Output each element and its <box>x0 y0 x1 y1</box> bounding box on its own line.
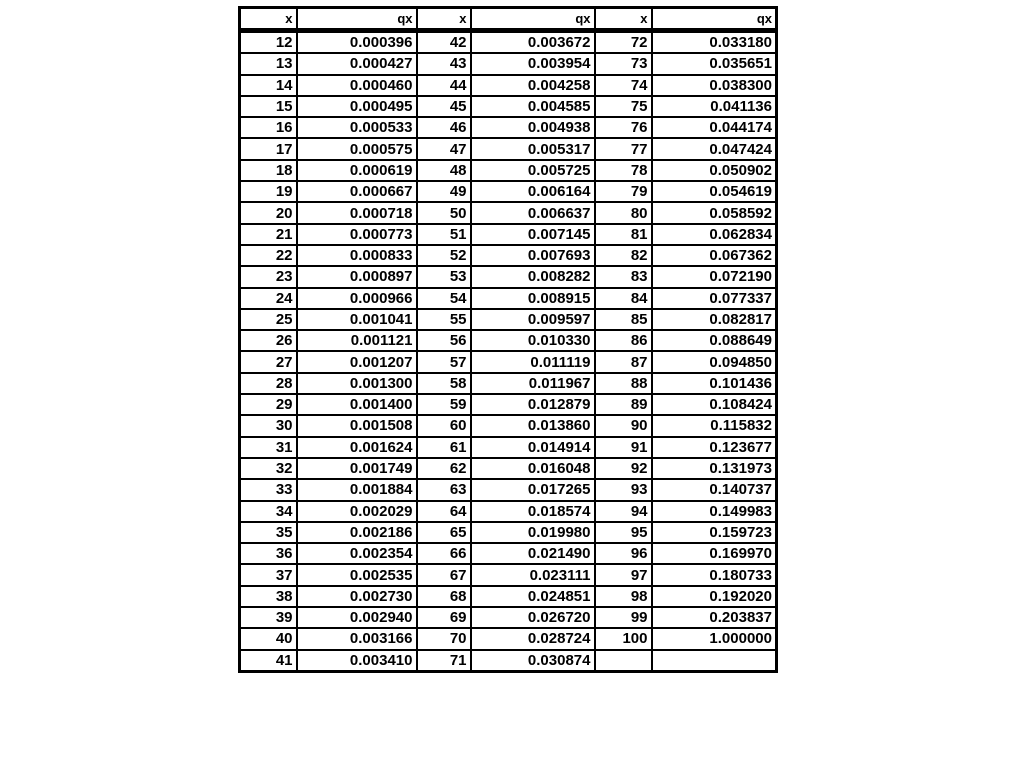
column-header-age: x <box>417 8 471 31</box>
age-cell: 60 <box>417 415 471 436</box>
qx-cell: 0.006164 <box>471 181 595 202</box>
qx-cell: 0.007145 <box>471 224 595 245</box>
qx-cell: 0.002535 <box>297 564 417 585</box>
qx-cell: 0.001400 <box>297 394 417 415</box>
table-row <box>240 543 777 564</box>
age-cell: 83 <box>595 266 652 287</box>
age-cell: 68 <box>417 586 471 607</box>
table-row <box>240 138 777 159</box>
age-cell: 52 <box>417 245 471 266</box>
age-cell: 92 <box>595 458 652 479</box>
table-row <box>240 650 777 672</box>
qx-cell: 0.003672 <box>471 31 595 54</box>
qx-cell: 0.011967 <box>471 373 595 394</box>
age-cell: 30 <box>240 415 297 436</box>
age-cell: 91 <box>595 437 652 458</box>
table-row <box>240 458 777 479</box>
age-cell: 65 <box>417 522 471 543</box>
qx-cell: 0.003410 <box>297 650 417 672</box>
age-cell: 16 <box>240 117 297 138</box>
mortality-table <box>238 6 778 673</box>
qx-cell: 0.003166 <box>297 628 417 649</box>
table-row <box>240 53 777 74</box>
age-cell: 14 <box>240 75 297 96</box>
age-cell: 85 <box>595 309 652 330</box>
qx-cell: 0.028724 <box>471 628 595 649</box>
table-row <box>240 224 777 245</box>
qx-cell: 0.044174 <box>652 117 777 138</box>
qx-cell: 0.004258 <box>471 75 595 96</box>
qx-cell: 0.001300 <box>297 373 417 394</box>
age-cell: 18 <box>240 160 297 181</box>
qx-cell: 0.016048 <box>471 458 595 479</box>
table-row <box>240 437 777 458</box>
age-cell: 74 <box>595 75 652 96</box>
age-cell: 43 <box>417 53 471 74</box>
table-row <box>240 309 777 330</box>
age-cell: 54 <box>417 288 471 309</box>
qx-cell: 0.001749 <box>297 458 417 479</box>
age-cell: 20 <box>240 202 297 223</box>
qx-cell: 0.054619 <box>652 181 777 202</box>
table-row <box>240 564 777 585</box>
table-row <box>240 586 777 607</box>
qx-cell: 0.001624 <box>297 437 417 458</box>
age-cell: 31 <box>240 437 297 458</box>
qx-cell: 0.094850 <box>652 351 777 372</box>
age-cell: 19 <box>240 181 297 202</box>
qx-cell: 0.050902 <box>652 160 777 181</box>
age-cell: 39 <box>240 607 297 628</box>
qx-cell: 0.000495 <box>297 96 417 117</box>
age-cell: 63 <box>417 479 471 500</box>
age-cell: 70 <box>417 628 471 649</box>
age-cell: 99 <box>595 607 652 628</box>
table-row <box>240 330 777 351</box>
age-cell: 25 <box>240 309 297 330</box>
age-cell: 96 <box>595 543 652 564</box>
qx-cell: 0.011119 <box>471 351 595 372</box>
age-cell: 35 <box>240 522 297 543</box>
age-cell: 53 <box>417 266 471 287</box>
qx-cell: 0.000773 <box>297 224 417 245</box>
qx-cell: 0.002186 <box>297 522 417 543</box>
age-cell: 66 <box>417 543 471 564</box>
age-cell: 64 <box>417 501 471 522</box>
age-cell: 73 <box>595 53 652 74</box>
qx-cell: 0.005317 <box>471 138 595 159</box>
table-row <box>240 31 777 54</box>
age-cell: 69 <box>417 607 471 628</box>
column-header-qx: qx <box>297 8 417 31</box>
table-row <box>240 628 777 649</box>
age-cell: 89 <box>595 394 652 415</box>
age-cell: 33 <box>240 479 297 500</box>
table-row <box>240 501 777 522</box>
age-cell: 47 <box>417 138 471 159</box>
qx-cell: 0.001041 <box>297 309 417 330</box>
age-cell: 76 <box>595 117 652 138</box>
age-cell: 61 <box>417 437 471 458</box>
qx-cell: 0.108424 <box>652 394 777 415</box>
column-header-qx: qx <box>652 8 777 31</box>
qx-cell: 0.159723 <box>652 522 777 543</box>
table-row <box>240 75 777 96</box>
qx-cell: 0.000667 <box>297 181 417 202</box>
age-cell: 86 <box>595 330 652 351</box>
age-cell: 17 <box>240 138 297 159</box>
age-cell: 97 <box>595 564 652 585</box>
age-cell: 40 <box>240 628 297 649</box>
age-cell: 51 <box>417 224 471 245</box>
age-cell: 36 <box>240 543 297 564</box>
qx-cell: 0.038300 <box>652 75 777 96</box>
qx-cell: 0.030874 <box>471 650 595 672</box>
table-row <box>240 607 777 628</box>
qx-cell: 0.001884 <box>297 479 417 500</box>
age-cell: 12 <box>240 31 297 54</box>
qx-cell: 0.026720 <box>471 607 595 628</box>
qx-cell: 0.003954 <box>471 53 595 74</box>
qx-cell: 0.000897 <box>297 266 417 287</box>
age-cell: 95 <box>595 522 652 543</box>
column-header-qx: qx <box>471 8 595 31</box>
age-cell: 55 <box>417 309 471 330</box>
qx-cell: 0.088649 <box>652 330 777 351</box>
age-cell: 32 <box>240 458 297 479</box>
age-cell: 46 <box>417 117 471 138</box>
qx-cell: 0.169970 <box>652 543 777 564</box>
qx-cell: 0.007693 <box>471 245 595 266</box>
table-row <box>240 117 777 138</box>
qx-cell: 0.000966 <box>297 288 417 309</box>
qx-cell: 0.004585 <box>471 96 595 117</box>
qx-cell: 0.004938 <box>471 117 595 138</box>
qx-cell: 0.000396 <box>297 31 417 54</box>
qx-cell: 0.014914 <box>471 437 595 458</box>
age-cell: 94 <box>595 501 652 522</box>
qx-cell: 0.012879 <box>471 394 595 415</box>
age-cell: 29 <box>240 394 297 415</box>
qx-cell: 0.019980 <box>471 522 595 543</box>
age-cell: 77 <box>595 138 652 159</box>
age-cell: 87 <box>595 351 652 372</box>
age-cell <box>595 650 652 672</box>
qx-cell: 0.017265 <box>471 479 595 500</box>
table-row <box>240 266 777 287</box>
age-cell: 88 <box>595 373 652 394</box>
table-row <box>240 288 777 309</box>
qx-cell: 0.123677 <box>652 437 777 458</box>
qx-cell <box>652 650 777 672</box>
header-row <box>240 8 777 31</box>
age-cell: 41 <box>240 650 297 672</box>
age-cell: 100 <box>595 628 652 649</box>
qx-cell: 0.000427 <box>297 53 417 74</box>
age-cell: 84 <box>595 288 652 309</box>
table-row <box>240 160 777 181</box>
age-cell: 78 <box>595 160 652 181</box>
qx-cell: 0.131973 <box>652 458 777 479</box>
column-header-age: x <box>240 8 297 31</box>
age-cell: 13 <box>240 53 297 74</box>
age-cell: 71 <box>417 650 471 672</box>
qx-cell: 0.021490 <box>471 543 595 564</box>
age-cell: 49 <box>417 181 471 202</box>
qx-cell: 0.035651 <box>652 53 777 74</box>
age-cell: 27 <box>240 351 297 372</box>
age-cell: 23 <box>240 266 297 287</box>
column-header-age: x <box>595 8 652 31</box>
qx-cell: 0.002940 <box>297 607 417 628</box>
qx-cell: 0.000575 <box>297 138 417 159</box>
age-cell: 21 <box>240 224 297 245</box>
table-row <box>240 351 777 372</box>
age-cell: 98 <box>595 586 652 607</box>
qx-cell: 0.101436 <box>652 373 777 394</box>
age-cell: 72 <box>595 31 652 54</box>
qx-cell: 0.013860 <box>471 415 595 436</box>
qx-cell: 1.000000 <box>652 628 777 649</box>
age-cell: 24 <box>240 288 297 309</box>
age-cell: 80 <box>595 202 652 223</box>
qx-cell: 0.005725 <box>471 160 595 181</box>
qx-cell: 0.192020 <box>652 586 777 607</box>
table-row <box>240 202 777 223</box>
table-row <box>240 181 777 202</box>
age-cell: 38 <box>240 586 297 607</box>
qx-cell: 0.062834 <box>652 224 777 245</box>
age-cell: 37 <box>240 564 297 585</box>
qx-cell: 0.033180 <box>652 31 777 54</box>
table-row <box>240 96 777 117</box>
age-cell: 34 <box>240 501 297 522</box>
table-row <box>240 415 777 436</box>
age-cell: 28 <box>240 373 297 394</box>
qx-cell: 0.072190 <box>652 266 777 287</box>
qx-cell: 0.000718 <box>297 202 417 223</box>
table-header <box>240 8 777 31</box>
age-cell: 90 <box>595 415 652 436</box>
age-cell: 48 <box>417 160 471 181</box>
table-row <box>240 479 777 500</box>
qx-cell: 0.001121 <box>297 330 417 351</box>
qx-cell: 0.115832 <box>652 415 777 436</box>
qx-cell: 0.082817 <box>652 309 777 330</box>
age-cell: 58 <box>417 373 471 394</box>
age-cell: 15 <box>240 96 297 117</box>
age-cell: 93 <box>595 479 652 500</box>
qx-cell: 0.000833 <box>297 245 417 266</box>
age-cell: 62 <box>417 458 471 479</box>
qx-cell: 0.041136 <box>652 96 777 117</box>
qx-cell: 0.024851 <box>471 586 595 607</box>
qx-cell: 0.009597 <box>471 309 595 330</box>
qx-cell: 0.002354 <box>297 543 417 564</box>
age-cell: 82 <box>595 245 652 266</box>
qx-cell: 0.000533 <box>297 117 417 138</box>
qx-cell: 0.010330 <box>471 330 595 351</box>
age-cell: 56 <box>417 330 471 351</box>
age-cell: 45 <box>417 96 471 117</box>
age-cell: 59 <box>417 394 471 415</box>
age-cell: 50 <box>417 202 471 223</box>
qx-cell: 0.058592 <box>652 202 777 223</box>
table-row <box>240 245 777 266</box>
table-row <box>240 522 777 543</box>
table-row <box>240 373 777 394</box>
table-body <box>240 31 777 672</box>
qx-cell: 0.018574 <box>471 501 595 522</box>
qx-cell: 0.001508 <box>297 415 417 436</box>
qx-cell: 0.077337 <box>652 288 777 309</box>
age-cell: 26 <box>240 330 297 351</box>
qx-cell: 0.008282 <box>471 266 595 287</box>
qx-cell: 0.067362 <box>652 245 777 266</box>
qx-cell: 0.023111 <box>471 564 595 585</box>
qx-cell: 0.180733 <box>652 564 777 585</box>
qx-cell: 0.002730 <box>297 586 417 607</box>
age-cell: 75 <box>595 96 652 117</box>
age-cell: 44 <box>417 75 471 96</box>
qx-cell: 0.000460 <box>297 75 417 96</box>
qx-cell: 0.006637 <box>471 202 595 223</box>
qx-cell: 0.002029 <box>297 501 417 522</box>
age-cell: 57 <box>417 351 471 372</box>
table-row <box>240 394 777 415</box>
qx-cell: 0.001207 <box>297 351 417 372</box>
age-cell: 42 <box>417 31 471 54</box>
qx-cell: 0.149983 <box>652 501 777 522</box>
age-cell: 79 <box>595 181 652 202</box>
qx-cell: 0.000619 <box>297 160 417 181</box>
age-cell: 22 <box>240 245 297 266</box>
age-cell: 81 <box>595 224 652 245</box>
qx-cell: 0.047424 <box>652 138 777 159</box>
age-cell: 67 <box>417 564 471 585</box>
qx-cell: 0.203837 <box>652 607 777 628</box>
qx-cell: 0.008915 <box>471 288 595 309</box>
qx-cell: 0.140737 <box>652 479 777 500</box>
